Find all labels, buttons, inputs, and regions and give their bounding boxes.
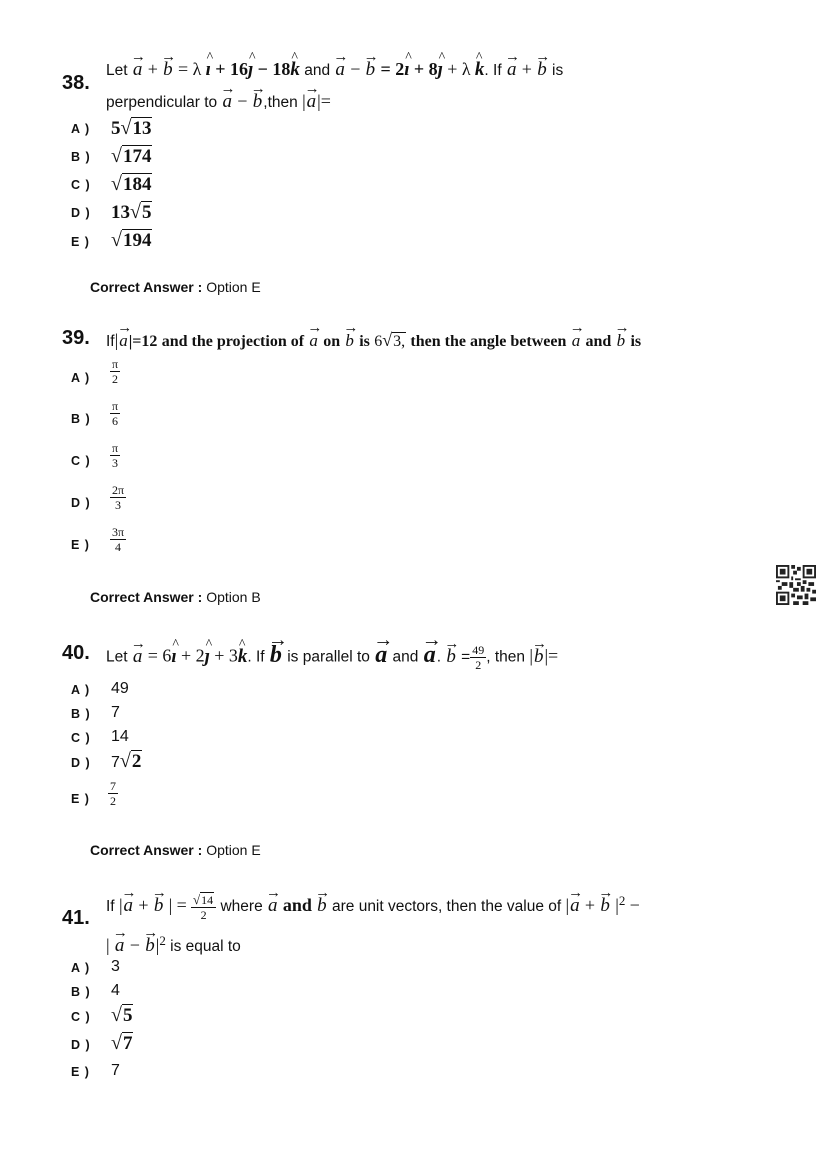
stem-math: is: [630, 333, 642, 350]
stem-math: =: [176, 895, 187, 916]
option-radicand: 194: [122, 230, 152, 251]
option-value[interactable]: √194: [111, 229, 152, 251]
stem-math: = λ: [177, 59, 202, 79]
stem-math: = 2: [380, 59, 405, 79]
option-label: E ): [71, 538, 90, 552]
stem-math: then the angle between: [410, 333, 567, 350]
vector-b: → b: [252, 91, 264, 113]
unit-j: ^ ȷ: [248, 59, 253, 81]
option-label: A ): [71, 122, 91, 136]
option-radicand: 5: [122, 1005, 133, 1026]
option-label: D ): [71, 756, 91, 770]
unit-k: ^ k: [290, 59, 300, 81]
stem-math: 6: [374, 333, 383, 350]
answer-value: Option E: [206, 279, 261, 295]
stem-math: on: [323, 333, 341, 350]
stem-math: −: [629, 895, 640, 916]
vector-a: → a: [308, 330, 319, 352]
unit-i: ^ ı: [171, 646, 176, 668]
vector-a: → a: [571, 330, 582, 352]
vector-b: → b: [316, 895, 328, 917]
option-label: C ): [71, 731, 91, 745]
stem-text: perpendicular to: [106, 94, 218, 111]
option-value[interactable]: [108, 779, 118, 808]
qr-code-icon: [776, 565, 816, 605]
stem-text: . If: [247, 648, 265, 666]
option-value[interactable]: 3: [111, 958, 120, 975]
option-value[interactable]: 7: [111, 704, 120, 721]
option-radicand: 174: [122, 146, 152, 167]
frac-denominator: 3: [115, 498, 122, 512]
vector-b: → b: [269, 644, 283, 666]
vector-b: → b: [536, 59, 548, 81]
stem-text: and: [304, 62, 331, 79]
option-value[interactable]: √7: [111, 1032, 133, 1054]
frac-numerator: 14: [201, 892, 214, 907]
answer-label: Correct Answer :: [90, 279, 203, 295]
stem-text: .: [436, 648, 442, 666]
correct-answer: [90, 279, 261, 295]
question-stem-line1: Let → a + → b = λ ^ ı + 16^ ȷ − 18^ k and → a − → b = 2^ ı + 8^ ȷ + λ ^ k. If → a + → b is: [106, 58, 563, 82]
option-label: A ): [71, 371, 91, 385]
unit-k: ^ k: [238, 646, 248, 668]
stem-text: =: [461, 648, 471, 666]
answer-label: Correct Answer :: [90, 842, 203, 858]
vector-b: → b: [616, 330, 627, 352]
stem-text: Let: [106, 648, 128, 666]
vector-b: → b: [144, 935, 156, 957]
unit-j: ^ ȷ: [205, 646, 210, 668]
stem-text: If: [106, 333, 115, 350]
option-label: C ): [71, 1010, 91, 1024]
option-value[interactable]: [110, 441, 120, 470]
stem-math: +: [138, 895, 149, 916]
vector-a: → a: [374, 644, 388, 666]
stem-radicand: 3,: [393, 333, 406, 350]
frac-denominator: 2: [475, 658, 482, 672]
question-stem-line2: perpendicular to → a − → b,then |→ a|=: [106, 90, 331, 114]
option-value[interactable]: √5: [111, 1004, 133, 1026]
option-value[interactable]: 7√2: [111, 750, 142, 772]
frac-denominator: 2: [110, 794, 116, 808]
stem-math: + 8: [413, 59, 438, 79]
option-label: A ): [71, 961, 91, 975]
unit-k: ^ k: [475, 59, 485, 81]
frac-numerator: 3π: [112, 525, 125, 539]
stem-text: Let: [106, 62, 128, 79]
option-label: D ): [71, 496, 91, 510]
question-number: 40.: [62, 642, 90, 664]
frac-numerator: π: [112, 399, 119, 413]
question-number: 39.: [62, 327, 90, 349]
stem-math: and: [282, 895, 312, 916]
stem-math: 2: [618, 893, 626, 908]
stem-text: where: [220, 898, 263, 916]
stem-math: + λ: [447, 59, 471, 79]
option-label: C ): [71, 454, 91, 468]
vector-b: → b: [162, 59, 174, 81]
option-value[interactable]: [110, 399, 120, 428]
frac-numerator: 49: [472, 643, 485, 657]
option-radicand: 5: [141, 202, 152, 223]
option-value[interactable]: √184: [111, 173, 152, 195]
vector-a: → a: [423, 644, 437, 666]
option-radicand: 13: [132, 118, 152, 139]
question-stem-line2: | → a − → $b|^2$ is equal to: [106, 930, 241, 958]
option-label: D ): [71, 1038, 91, 1052]
frac-numerator: π: [112, 441, 119, 455]
vector-b: → b: [153, 895, 165, 917]
option-value[interactable]: 4: [111, 982, 120, 999]
vector-b: → b: [445, 646, 457, 668]
stem-math: is: [359, 333, 370, 350]
vector-b: → b: [599, 895, 611, 917]
option-label: B ): [71, 412, 91, 426]
unit-i: ^ ı: [404, 59, 409, 81]
stem-math: + 2: [180, 645, 205, 666]
frac-denominator: 2: [200, 907, 207, 922]
option-coef: 7: [111, 754, 120, 771]
question-number: 38.: [62, 72, 90, 94]
vector-a: → a: [306, 91, 318, 113]
unit-i: ^ ı: [206, 59, 211, 81]
stem-math: |=12: [128, 333, 158, 350]
option-label: E ): [71, 1065, 90, 1079]
stem-math: |=: [317, 91, 331, 111]
vector-b: → b: [344, 330, 355, 352]
answer-value: Option E: [206, 842, 261, 858]
stem-text: If: [106, 898, 115, 916]
option-value[interactable]: [110, 483, 126, 512]
option-value[interactable]: 13√5: [111, 201, 152, 223]
correct-answer: [90, 842, 261, 858]
option-radicand: 184: [122, 174, 152, 195]
stem-fraction: $\frac{√14}{2}$: [191, 893, 216, 922]
frac-numerator: 2π: [112, 483, 125, 497]
vector-a: → a: [334, 59, 346, 81]
option-value[interactable]: [110, 525, 126, 554]
question-stem-line1: If |→ a + → b | = $\frac{√14}{2}$ where → a and → b are unit vectors, then the value of |→ a + → b $|^2$ −: [106, 890, 640, 922]
stem-text: , then: [486, 648, 526, 666]
frac-denominator: 4: [115, 540, 122, 554]
stem-math: and: [585, 333, 612, 350]
stem-math: and the projection of: [161, 333, 305, 350]
stem-math: + 16: [215, 59, 249, 79]
frac-denominator: 2: [112, 372, 119, 386]
vector-a: → a: [221, 91, 233, 113]
vector-b: → b: [533, 646, 545, 668]
stem-math: +: [584, 895, 596, 916]
stem-math: − 18: [257, 59, 291, 79]
vector-a: → a: [118, 330, 129, 352]
vector-a: → a: [569, 895, 581, 917]
frac-denominator: 6: [112, 414, 119, 428]
option-label: E ): [71, 235, 90, 249]
stem-math: = 6: [147, 645, 172, 666]
vector-b: → b: [365, 59, 377, 81]
correct-answer: [90, 589, 261, 605]
vector-a: → a: [123, 895, 135, 917]
option-value[interactable]: [110, 357, 120, 386]
question-stem-line1: Let → a = 6^ ı + 2^ ȷ + 3^ k. If → b is parallel to → a and → a. → b = $\frac{49}{2}$ , then |→ b|=: [106, 643, 558, 672]
option-value[interactable]: 7: [111, 1062, 120, 1079]
stem-math: 2: [159, 933, 166, 948]
option-value[interactable]: 49: [111, 680, 129, 697]
stem-fraction: [470, 643, 486, 672]
option-label: A ): [71, 683, 91, 697]
option-coef: 5: [111, 118, 121, 139]
stem-math: |=: [544, 645, 559, 666]
vector-a: → a: [267, 895, 279, 917]
option-label: D ): [71, 206, 91, 220]
option-coef: 13: [111, 202, 130, 223]
vector-a: → a: [114, 935, 126, 957]
option-radicand: 7: [122, 1033, 133, 1054]
option-label: C ): [71, 178, 91, 192]
stem-text: ,then: [263, 94, 298, 111]
frac-numerator: π: [112, 357, 119, 371]
stem-text: is: [552, 62, 564, 79]
vector-a: → a: [506, 59, 518, 81]
stem-text: . If: [484, 62, 502, 79]
answer-value: Option B: [206, 589, 261, 605]
vector-a: → a: [132, 646, 144, 668]
frac-numerator: 7: [110, 779, 116, 793]
question-number: 41.: [62, 907, 90, 929]
unit-j: ^ ȷ: [438, 59, 443, 81]
stem-math: + 3: [214, 645, 238, 666]
option-radicand: 2: [131, 751, 142, 772]
answer-label: Correct Answer :: [90, 589, 203, 605]
option-label: B ): [71, 150, 91, 164]
option-label: B ): [71, 707, 91, 721]
option-value[interactable]: 5√13: [111, 117, 152, 139]
stem-text: is equal to: [170, 938, 241, 956]
question-stem-line1: If|→ a|=12 and the projection of → a on → b is 6√3, then the angle between → a and → b is: [106, 329, 641, 353]
stem-text: are unit vectors, then the value of: [331, 898, 562, 916]
option-label: E ): [71, 792, 90, 806]
frac-denominator: 3: [112, 456, 119, 470]
option-value[interactable]: 14: [111, 728, 129, 745]
option-value[interactable]: √174: [111, 145, 152, 167]
option-label: B ): [71, 985, 91, 999]
stem-text: is parallel to: [287, 648, 370, 666]
vector-a: → a: [132, 59, 144, 81]
stem-text: and: [392, 648, 419, 666]
